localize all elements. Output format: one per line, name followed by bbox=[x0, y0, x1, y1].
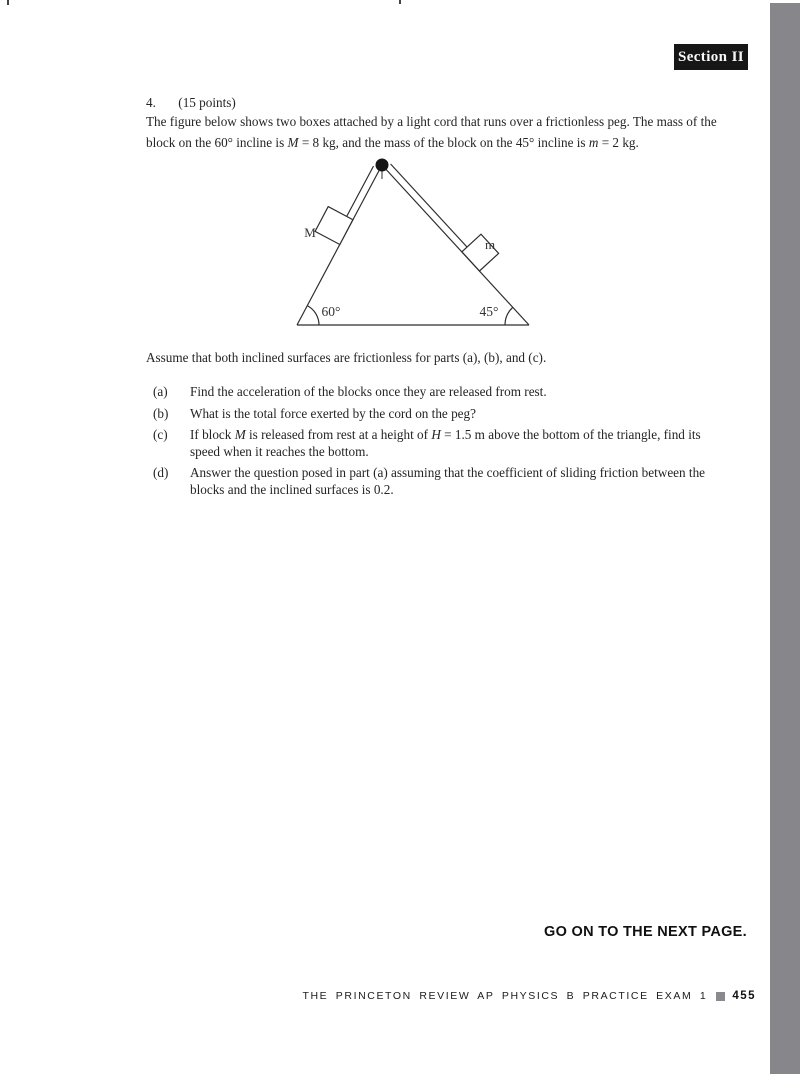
part-line: Find the acceleration of the blocks once they are released from rest. bbox=[190, 384, 547, 399]
parts-list bbox=[153, 384, 705, 503]
angle-arc-left bbox=[307, 306, 319, 325]
label-angle-60: 60° bbox=[321, 304, 341, 319]
part-label: (d) bbox=[153, 465, 169, 480]
question-header bbox=[146, 95, 236, 111]
part-line: speed when it reaches the bottom. bbox=[190, 443, 369, 459]
label-angle-45: 45° bbox=[479, 304, 499, 319]
question-points: (15 points) bbox=[178, 95, 236, 110]
assumption-text: Assume that both inclined surfaces are frictionless for parts (a), (b), and (c). bbox=[146, 350, 547, 365]
part-line: Answer the question posed in part (a) assuming that the coefficient of sliding friction between the bbox=[190, 465, 706, 480]
intro-line-1: The figure below shows two boxes attached by a light cord that runs over a frictionless peg. The mass of the bbox=[146, 114, 717, 129]
question-intro bbox=[146, 112, 717, 153]
crop-mark-center bbox=[399, 0, 401, 4]
part-line: What is the total force exerted by the cord on the peg? bbox=[190, 405, 476, 421]
label-block-M: M bbox=[304, 225, 316, 240]
footer-page-number: 455 bbox=[732, 990, 756, 1002]
go-on-text: GO ON TO THE NEXT PAGE. bbox=[544, 924, 747, 940]
cord-left bbox=[347, 166, 374, 216]
part-label: (b) bbox=[153, 405, 169, 421]
question-number: 4. bbox=[146, 95, 156, 110]
part-label: (c) bbox=[153, 427, 168, 442]
part-item-a bbox=[153, 384, 705, 401]
part-line: If block M is released from rest at a height of H = 1.5 m above the bottom of the triangle, find its bbox=[190, 427, 701, 442]
crop-mark-left bbox=[7, 0, 9, 5]
physics-figure bbox=[280, 149, 550, 341]
section-badge: Section II bbox=[674, 44, 748, 70]
part-label: (a) bbox=[153, 384, 168, 399]
page-edge-strip bbox=[770, 3, 800, 1074]
part-line: blocks and the inclined surfaces is 0.2. bbox=[190, 481, 394, 497]
angle-arc-right bbox=[505, 307, 513, 325]
incline-right-45 bbox=[382, 165, 529, 325]
figure-svg bbox=[280, 149, 550, 341]
footer-square-icon bbox=[716, 992, 725, 1001]
page-footer bbox=[302, 990, 756, 1002]
peg-dot bbox=[376, 159, 389, 172]
cord-right bbox=[391, 164, 468, 247]
part-item-d bbox=[153, 465, 705, 498]
block-M bbox=[315, 207, 353, 245]
label-block-m: m bbox=[484, 237, 496, 252]
part-item-b bbox=[153, 406, 705, 423]
intro-line-2: block on the 60° incline is M = 8 kg, and the mass of the block on the 45° incline is m = 2 kg. bbox=[146, 134, 639, 150]
footer-book-title: THE PRINCETON REVIEW AP PHYSICS B PRACTICE EXAM 1 bbox=[302, 990, 708, 1002]
part-item-c bbox=[153, 427, 705, 460]
